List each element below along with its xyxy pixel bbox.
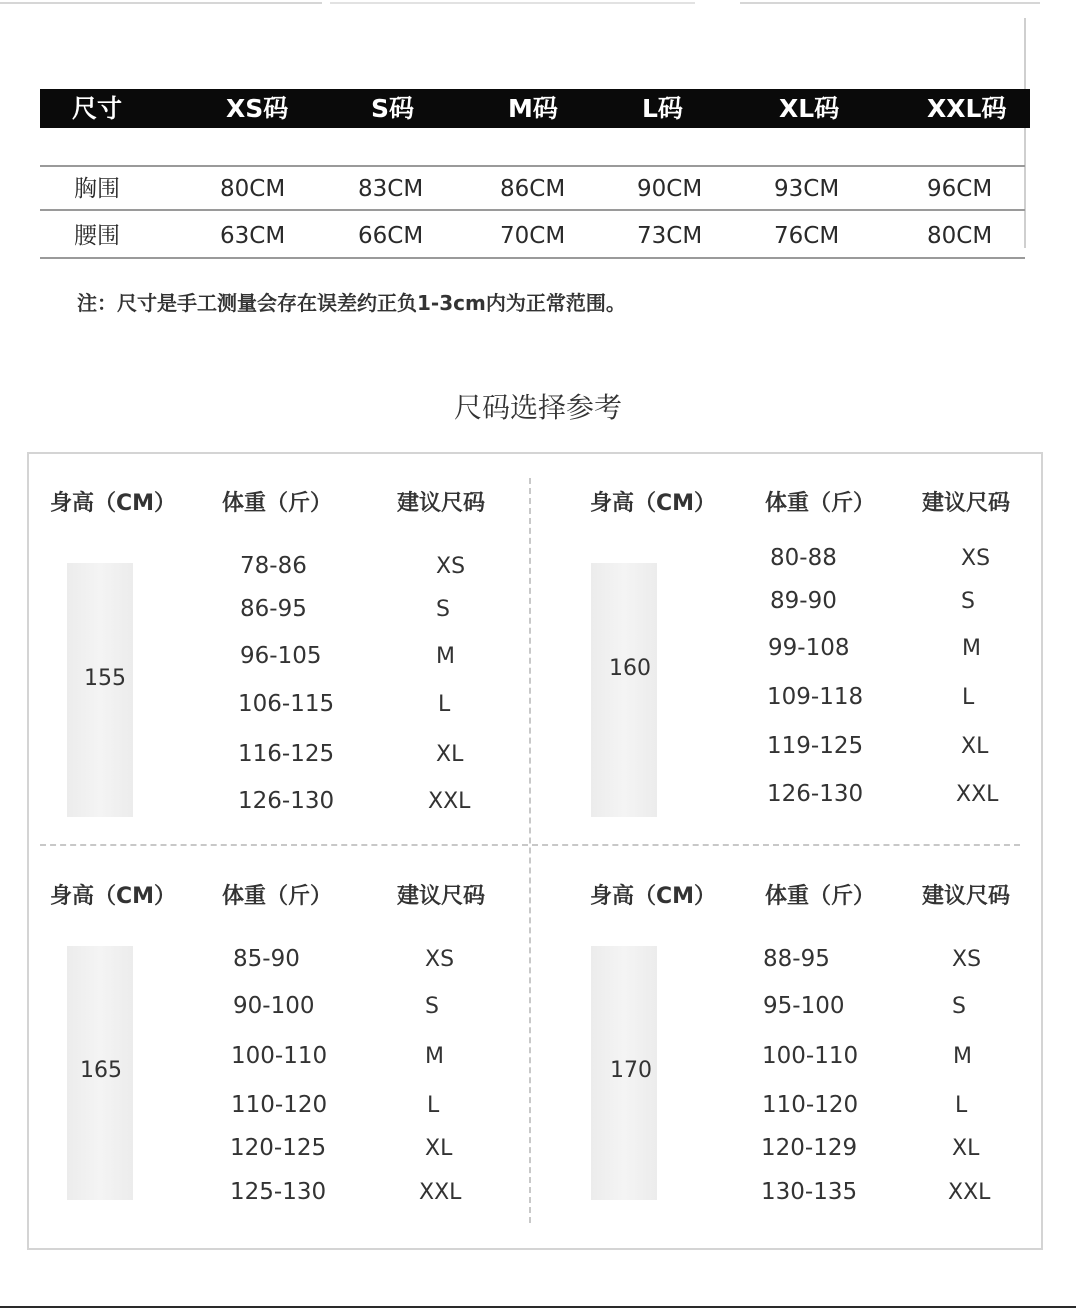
col-header-height: 身高（CM） <box>50 884 177 909</box>
suggested-size: XL <box>425 1136 453 1161</box>
suggested-size: XS <box>952 947 982 972</box>
waist-xs: 63CM <box>220 223 286 249</box>
height-value: 155 <box>84 666 126 691</box>
header-xxl: XXL码 <box>927 94 1007 123</box>
suggested-size: XXL <box>956 782 999 807</box>
suggested-size: L <box>427 1093 440 1118</box>
weight-range: 130-135 <box>761 1179 858 1205</box>
col-header-size: 建议尺码 <box>397 491 486 516</box>
weight-range: 78-86 <box>240 553 307 579</box>
height-value: 160 <box>609 656 651 681</box>
top-divider-left <box>0 2 322 4</box>
weight-range: 109-118 <box>767 684 864 710</box>
waist-s: 66CM <box>358 223 424 249</box>
suggested-size: L <box>955 1093 968 1118</box>
weight-range: 120-125 <box>230 1135 327 1161</box>
weight-range: 88-95 <box>763 946 830 972</box>
suggested-size: XXL <box>428 789 471 814</box>
chest-xxl: 96CM <box>927 176 993 202</box>
table-divider <box>40 209 1025 211</box>
chest-xs: 80CM <box>220 176 286 202</box>
weight-range: 106-115 <box>238 691 335 717</box>
waist-xl: 76CM <box>774 223 840 249</box>
weight-range: 99-108 <box>768 635 850 661</box>
weight-range: 126-130 <box>767 781 864 807</box>
col-header-weight: 体重（斤） <box>222 491 333 516</box>
table-divider <box>40 257 1025 259</box>
suggested-size: S <box>425 994 439 1019</box>
header-m: M码 <box>508 94 558 123</box>
waist-l: 73CM <box>637 223 703 249</box>
waist-m: 70CM <box>500 223 566 249</box>
weight-range: 110-120 <box>231 1092 328 1118</box>
suggested-size: L <box>962 685 975 710</box>
weight-range: 96-105 <box>240 643 322 669</box>
weight-range: 120-129 <box>761 1135 858 1161</box>
weight-range: 90-100 <box>233 993 315 1019</box>
suggested-size: S <box>436 597 450 622</box>
bottom-border <box>0 1306 1076 1308</box>
waist-xxl: 80CM <box>927 223 993 249</box>
size-table-header <box>40 89 1030 128</box>
row-label-waist: 腰围 <box>74 223 120 249</box>
chest-l: 90CM <box>637 176 703 202</box>
table-row-chest <box>40 167 1025 211</box>
suggested-size: S <box>961 589 975 614</box>
measurement-note: 注：尺寸是手工测量会存在误差约正负1-3cm内为正常范围。 <box>77 291 626 315</box>
top-divider-right <box>740 2 1040 4</box>
weight-range: 126-130 <box>238 788 335 814</box>
section-title: 尺码选择参考 <box>453 391 622 424</box>
weight-range: 100-110 <box>762 1043 859 1069</box>
vertical-dashed-divider <box>529 478 531 1223</box>
weight-range: 100-110 <box>231 1043 328 1069</box>
suggested-size: L <box>438 692 451 717</box>
row-label-chest: 胸围 <box>74 176 120 202</box>
col-header-size: 建议尺码 <box>397 884 486 909</box>
chest-s: 83CM <box>358 176 424 202</box>
col-header-height: 身高（CM） <box>590 491 717 516</box>
chest-m: 86CM <box>500 176 566 202</box>
top-divider-middle <box>330 2 695 4</box>
weight-range: 119-125 <box>767 733 864 759</box>
header-xs: XS码 <box>226 94 289 123</box>
header-size-label: 尺寸 <box>72 94 123 123</box>
col-header-weight: 体重（斤） <box>222 884 333 909</box>
size-reference-box <box>27 452 1043 1250</box>
col-header-height: 身高（CM） <box>590 884 717 909</box>
weight-range: 85-90 <box>233 946 300 972</box>
suggested-size: M <box>436 644 455 669</box>
weight-range: 80-88 <box>770 545 837 571</box>
suggested-size: XS <box>961 546 991 571</box>
col-header-weight: 体重（斤） <box>765 884 876 909</box>
suggested-size: M <box>953 1044 972 1069</box>
weight-range: 125-130 <box>230 1179 327 1205</box>
suggested-size: XS <box>425 947 455 972</box>
suggested-size: XXL <box>948 1180 991 1205</box>
suggested-size: M <box>425 1044 444 1069</box>
chest-xl: 93CM <box>774 176 840 202</box>
weight-range: 116-125 <box>238 741 335 767</box>
col-header-size: 建议尺码 <box>922 491 1011 516</box>
weight-range: 89-90 <box>770 588 837 614</box>
suggested-size: XS <box>436 554 466 579</box>
header-xl: XL码 <box>779 94 840 123</box>
weight-range: 95-100 <box>763 993 845 1019</box>
suggested-size: XL <box>436 742 464 767</box>
height-value: 170 <box>610 1058 652 1083</box>
height-value: 165 <box>80 1058 122 1083</box>
weight-range: 110-120 <box>762 1092 859 1118</box>
suggested-size: M <box>962 636 981 661</box>
header-l: L码 <box>642 94 683 123</box>
suggested-size: XXL <box>419 1180 462 1205</box>
table-row-waist <box>40 214 1025 258</box>
suggested-size: S <box>952 994 966 1019</box>
height-bar <box>591 563 657 817</box>
col-header-weight: 体重（斤） <box>765 491 876 516</box>
suggested-size: XL <box>961 734 989 759</box>
horizontal-dashed-divider <box>40 844 1020 846</box>
col-header-height: 身高（CM） <box>50 491 177 516</box>
header-s: S码 <box>371 94 415 123</box>
suggested-size: XL <box>952 1136 980 1161</box>
weight-range: 86-95 <box>240 596 307 622</box>
col-header-size: 建议尺码 <box>922 884 1011 909</box>
